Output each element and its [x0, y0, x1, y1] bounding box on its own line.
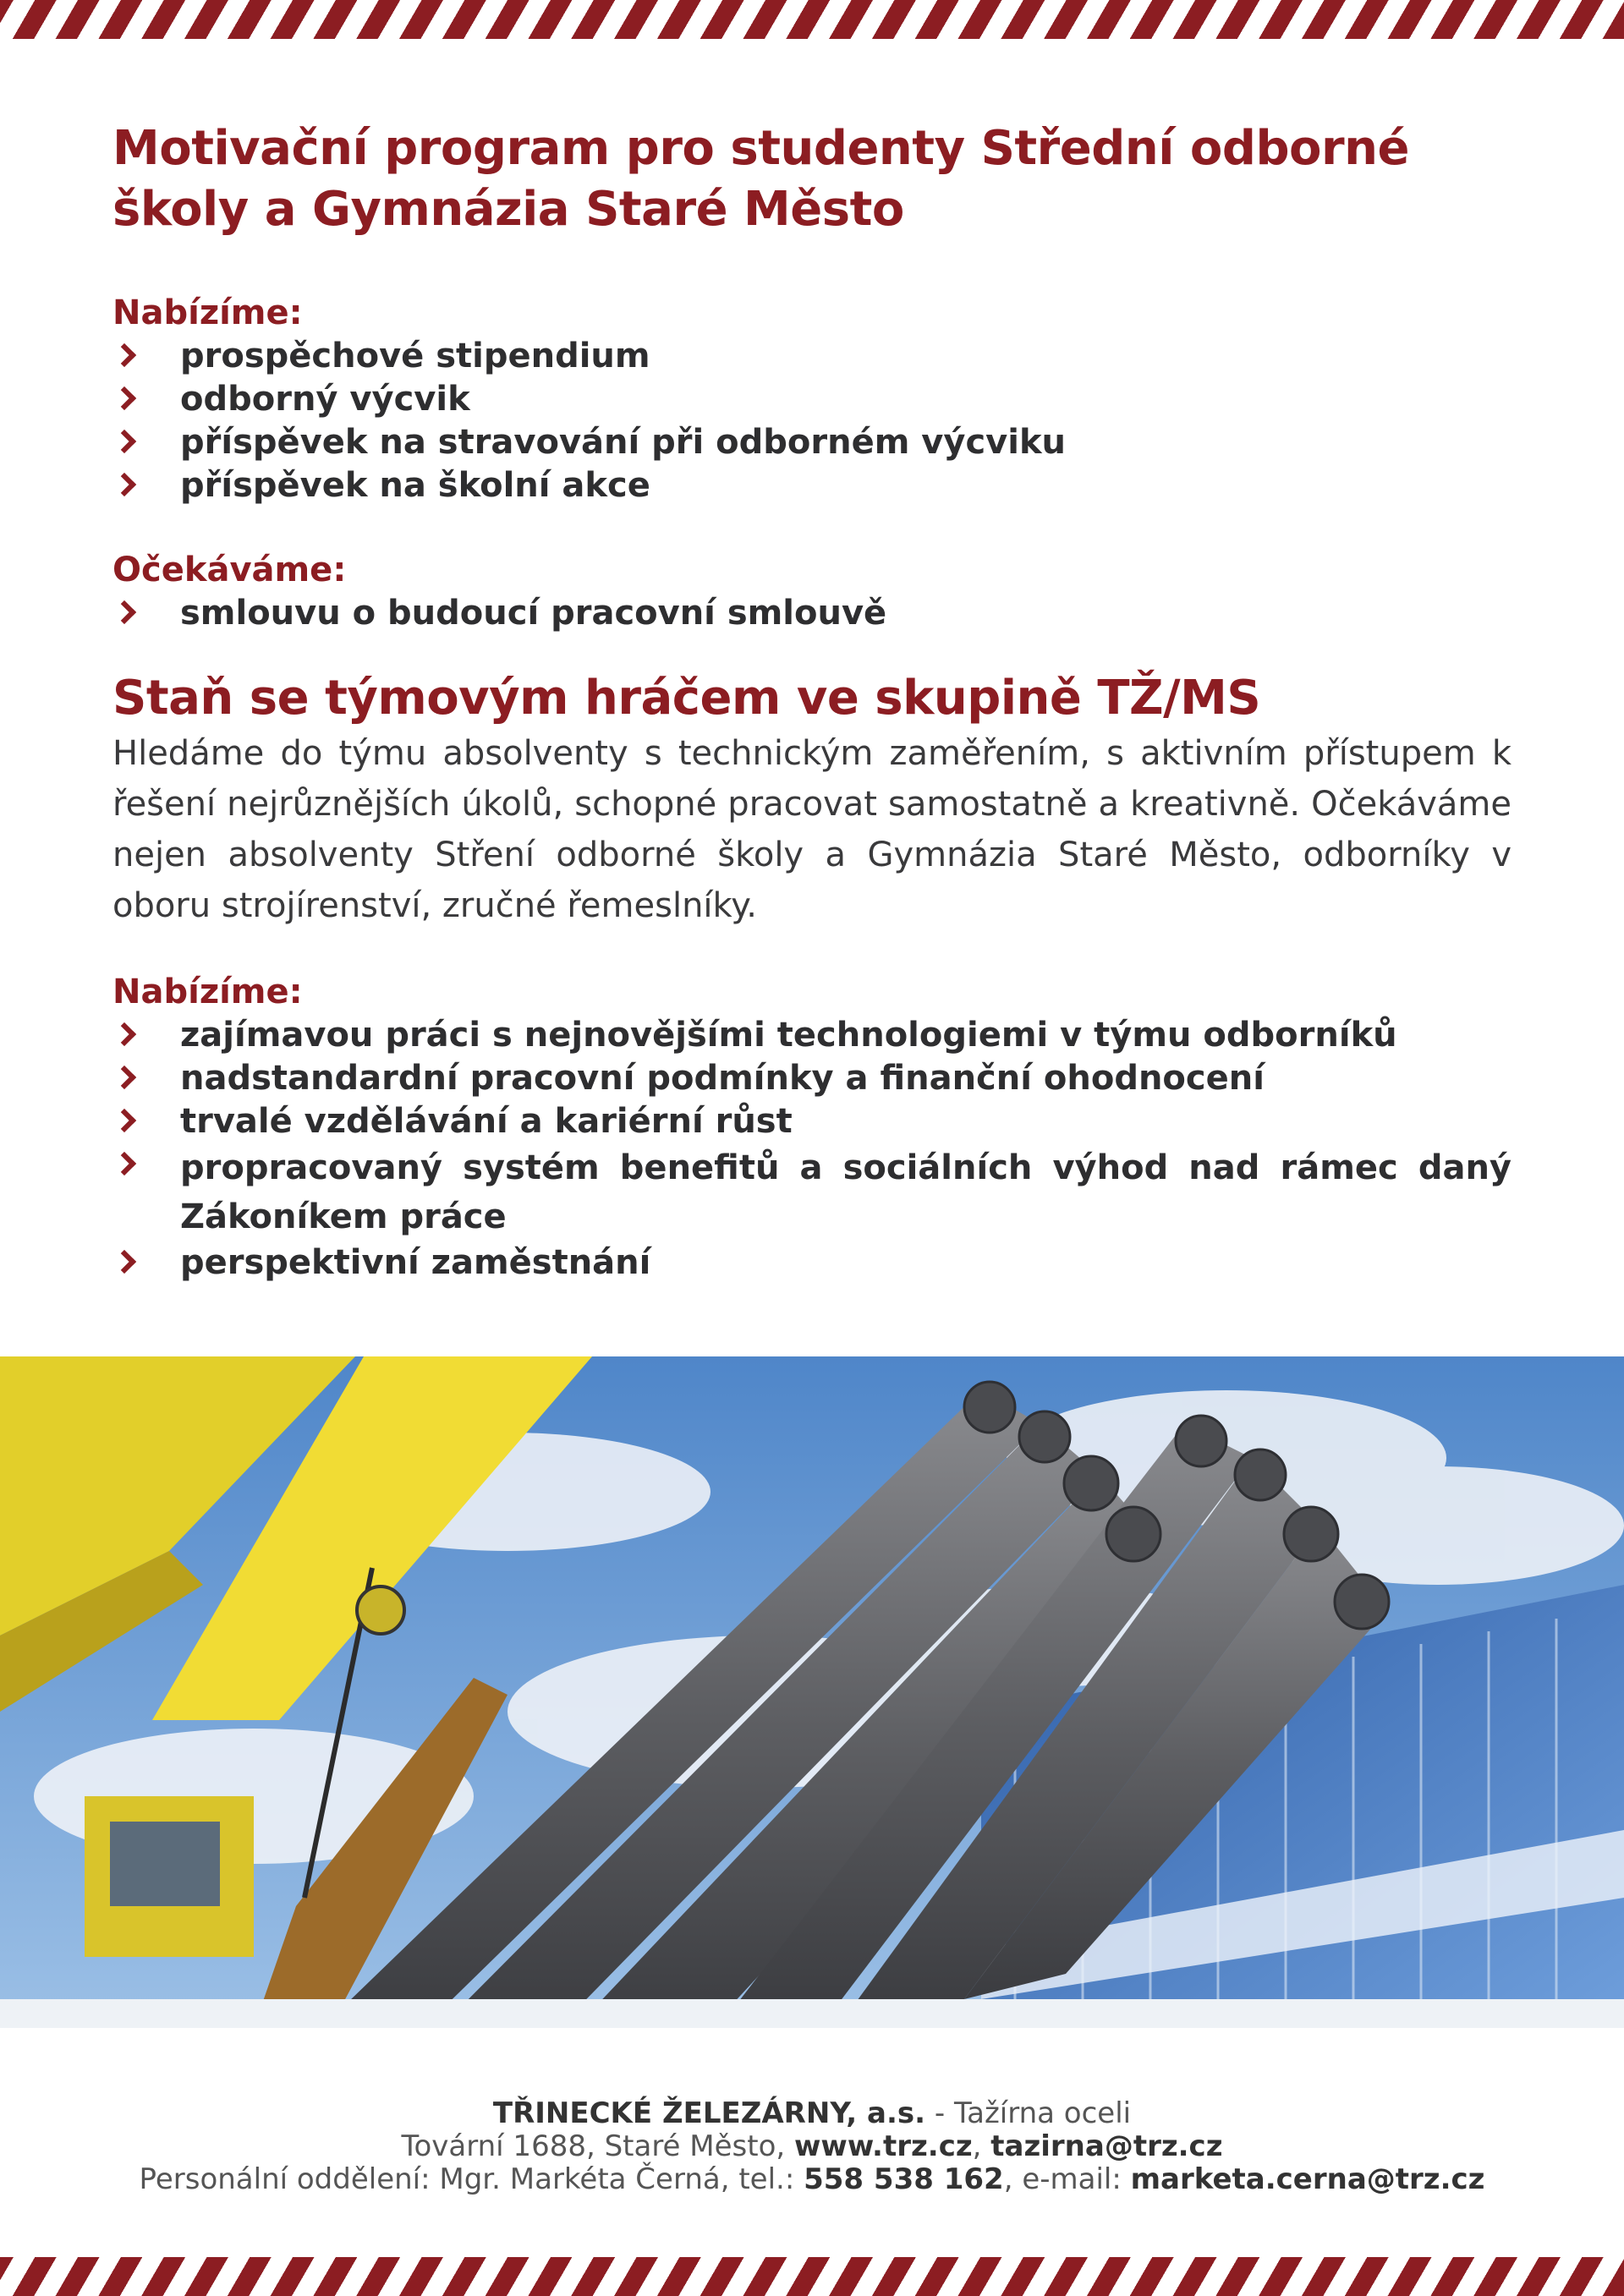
- chevron-right-icon: [112, 473, 136, 496]
- list-item: příspěvek na školní akce: [112, 464, 1512, 507]
- chevron-right-icon: [112, 1109, 136, 1132]
- offer-label-2: Nabízíme:: [112, 973, 303, 1011]
- list-item: odborný výcvik: [112, 378, 1512, 421]
- industrial-photo: [0, 1356, 1624, 2028]
- list-item: příspěvek na stravování při odborném výcviku: [112, 421, 1512, 464]
- website-link[interactable]: www.trz.cz: [794, 2129, 973, 2163]
- top-stripe-border: [0, 0, 1624, 39]
- offer-list-1: [112, 335, 1512, 507]
- phone-number: 558 538 162: [804, 2162, 1004, 2196]
- steel-bars-crane-illustration: [0, 1356, 1624, 2028]
- email-link[interactable]: tazirna@trz.cz: [990, 2129, 1223, 2163]
- chevron-right-icon: [112, 1250, 136, 1274]
- bottom-stripe-border: [0, 2257, 1624, 2296]
- list-item: smlouvu o budoucí pracovní smlouvě: [112, 592, 1512, 635]
- page-title: Motivační program pro studenty Střední odborné školy a Gymnázia Staré Město: [112, 121, 1409, 237]
- intro-paragraph: Hledáme do týmu absolventy s technickým zaměřením, s aktivním přístupem k řešení nejrůznějších úkolů, schopné pracovat samostatně a kreativně. Očekáváme nejen absolventy Stření odborné školy a Gymnázia Staré Město, odborníky v oboru strojírenství, zručné řemeslníky.: [112, 734, 1512, 925]
- chevron-right-icon: [112, 1152, 136, 1175]
- list-item: nadstandardní pracovní podmínky a finanční ohodnocení: [112, 1057, 1512, 1100]
- hr-email-link[interactable]: marketa.cerna@trz.cz: [1130, 2162, 1485, 2196]
- list-item: perspektivní zaměstnání: [112, 1241, 1512, 1285]
- chevron-right-icon: [112, 1066, 136, 1089]
- company-name: TŘINECKÉ ŽELEZÁRNY, a.s.: [492, 2096, 926, 2130]
- main-content: [112, 118, 1512, 1285]
- chevron-right-icon: [112, 600, 136, 624]
- chevron-right-icon: [112, 430, 136, 453]
- expect-label: Očekáváme:: [112, 551, 347, 589]
- footer-address-line: Tovární 1688, Staré Město, www.trz.cz, tazirna@trz.cz: [401, 2129, 1223, 2163]
- list-item: trvalé vzdělávání a kariérní růst: [112, 1100, 1512, 1143]
- footer: [0, 2097, 1624, 2196]
- offer-label-1: Nabízíme:: [112, 293, 303, 332]
- list-item: prospěchové stipendium: [112, 335, 1512, 378]
- list-item: zajímavou práci s nejnovějšími technologiemi v týmu odborníků: [112, 1014, 1512, 1057]
- footer-company-line: TŘINECKÉ ŽELEZÁRNY, a.s. - Tažírna oceli: [492, 2096, 1132, 2130]
- chevron-right-icon: [112, 343, 136, 367]
- expect-list: [112, 592, 1512, 635]
- chevron-right-icon: [112, 386, 136, 410]
- list-item: propracovaný systém benefitů a sociálních výhod nad rámec daný Zákoníkem práce: [112, 1143, 1512, 1241]
- section-heading: Staň se týmovým hráčem ve skupině TŽ/MS: [112, 671, 1261, 726]
- offer-list-2: [112, 1014, 1512, 1285]
- footer-hr-line: Personální oddělení: Mgr. Markéta Černá, tel.: 558 538 162, e-mail: marketa.cerna@trz.cz: [139, 2162, 1485, 2196]
- chevron-right-icon: [112, 1022, 136, 1046]
